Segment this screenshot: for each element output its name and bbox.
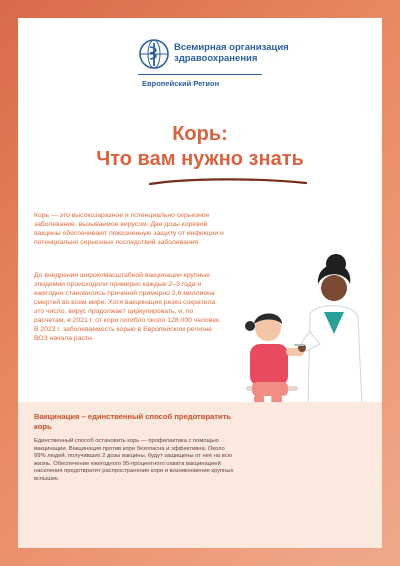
intro-paragraph: Корь — это высокозаразное и потенциально серьезное заболевание, вызываемое вирусом. Две дозы коревой вакцины обеспечивают пожизненную защиту от инфекции и потенциально серьезных последствий заболевания.	[34, 212, 224, 246]
org-name	[174, 42, 289, 64]
logo-divider	[138, 74, 262, 75]
org-name-line2: здравоохранения	[174, 53, 258, 64]
vaccination-heading: Вакцинация – единственный способ предотвратить корь	[34, 412, 232, 431]
who-emblem-icon	[138, 38, 170, 70]
region-label: Европейский Регион	[142, 79, 220, 88]
leaflet-page	[18, 18, 382, 548]
who-logo	[138, 38, 298, 98]
page-title-line1: Корь:	[172, 123, 228, 145]
vaccination-panel	[18, 402, 382, 548]
page-title-line2: Что вам нужно знать	[96, 148, 304, 170]
title-underline-swash	[148, 176, 308, 188]
history-paragraph: До внедрения широкомасштабной вакцинации крупные эпидемии происходили примерно каждые 2–3 года и ежегодно становились причиной примерно 2,6 миллиона смертей во всем мире. Хотя вакцинация резко сократила это число, вирус продолжает циркулировать, и, по расчетам, в 2021 г. от кори погибло около 128 000 человек. В 2023 г. заболеваемость корью в Европейском регионе ВОЗ начала расти.	[34, 272, 221, 342]
org-name-line1: Всемирная организация	[174, 42, 289, 53]
vaccination-paragraph: Единственный способ остановить корь — профилактика с помощью вакцинации. Вакцинация против кори безопасна и эффективна. Около 99% людей, получивших 2 дозы вакцины, будут защищены от нее на всю жизнь. Обеспечение ежегодного 95-процентного охвата вакцинацией населения предотвратит распространение кори и возникновение крупных вспышек.	[34, 438, 234, 482]
